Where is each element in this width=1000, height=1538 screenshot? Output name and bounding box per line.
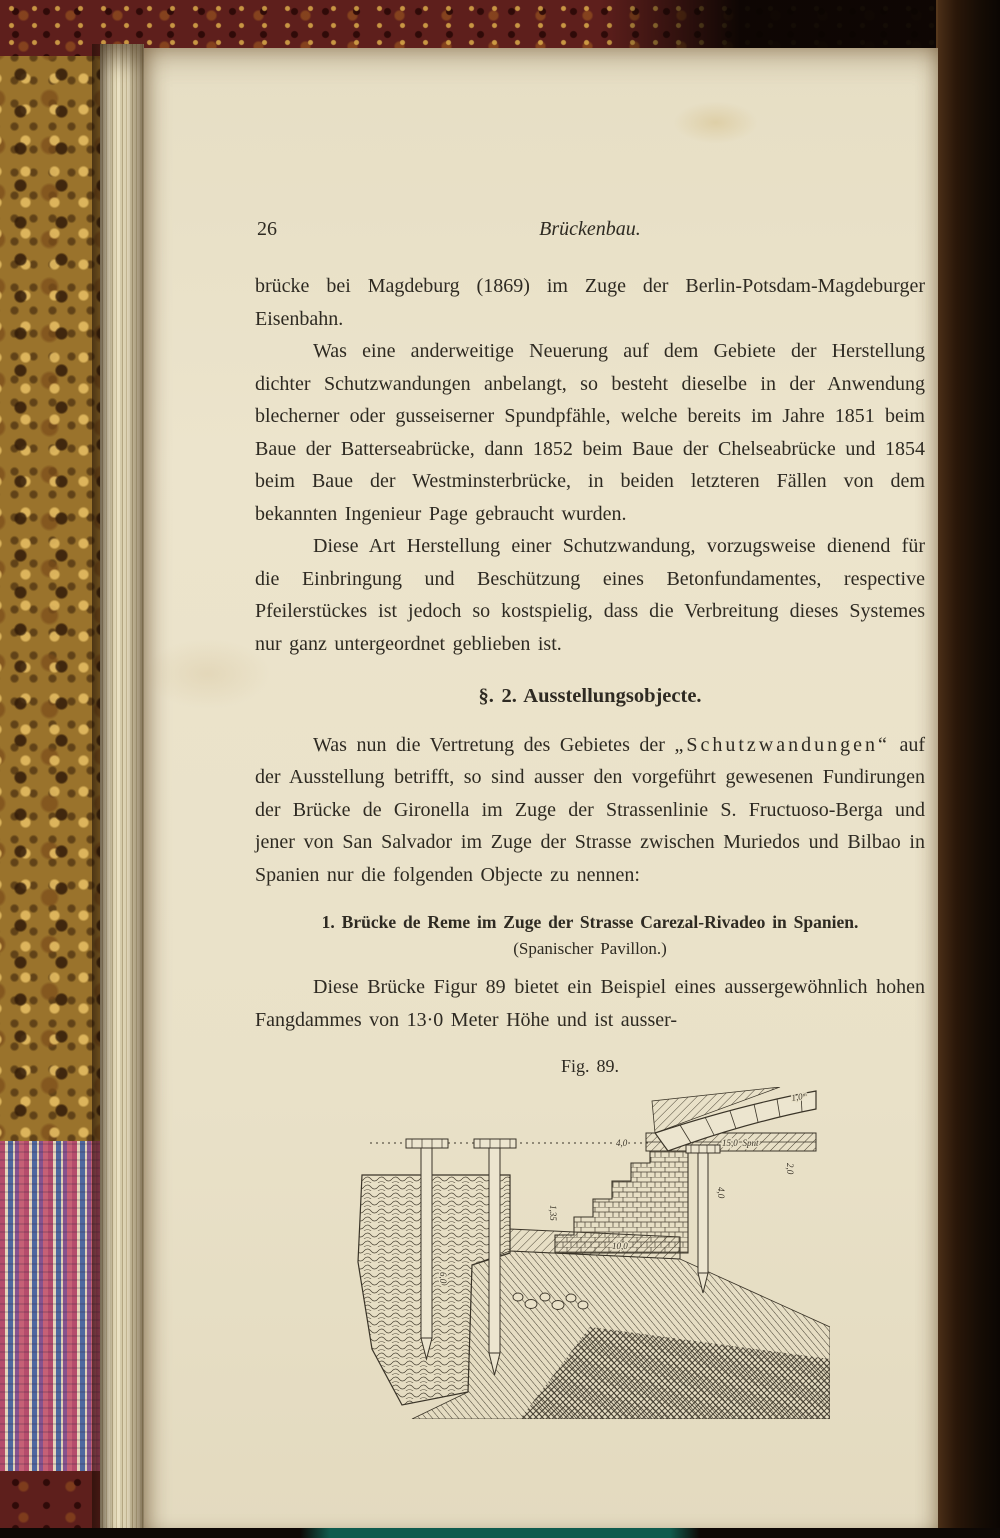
figure-label: 6,0 bbox=[438, 1271, 448, 1283]
figure-label: 2,0 bbox=[785, 1162, 795, 1174]
item-heading: 1. Brücke de Reme im Zuge der Strasse Carezal-Rivadeo in Spanien. bbox=[321, 912, 859, 932]
stepped-masonry bbox=[555, 1151, 688, 1253]
running-title: Brückenbau. bbox=[539, 218, 641, 240]
figure-label: 10,0 bbox=[612, 1240, 628, 1251]
page-number: 26 bbox=[257, 218, 277, 240]
section-heading: §. 2. Ausstellungsobjecte. bbox=[478, 685, 702, 707]
paragraph-text: auf der Ausstellung betrifft, so sind ausser den vorgeführt gewesenen Fundirungen der Brücke de Gironella im Zuge der Strassenlinie S. Fructuoso-Berga und jener von San Salvador im Zuge der Strasse zwischen Muriedos und Bilbao in Spanien nur die folgenden Objecte zu nennen: bbox=[255, 733, 925, 886]
book-right-cover bbox=[936, 0, 1000, 1538]
paragraph: Diese Brücke Figur 89 bietet ein Beispiel eines aussergewöhnlich hohen Fangdammes von 13·0 Meter Höhe und ist ausser- bbox=[255, 976, 925, 1031]
book-bottom-edge bbox=[0, 1528, 1000, 1538]
paragraph-text: Was nun die Vertretung des Gebietes der bbox=[313, 733, 675, 756]
figure-label: 15,0 Spnt bbox=[722, 1137, 759, 1148]
paragraph-continuation: brücke bei Magdeburg (1869) im Zuge der Berlin-Potsdam-Magdeburger Eisenbahn. bbox=[255, 275, 925, 330]
book-page bbox=[144, 48, 938, 1538]
paragraph: Was eine anderweitige Neuerung auf dem Gebiete der Herstellung dichter Schutzwandungen anbelangt, so besteht dieselbe in der Anwendung blecherner oder gusseiserner Spundpfähle, welche bereits im Jahre 1851 beim Baue der Batterseabrücke, dann 1852 beim Baue der Chelseabrücke und 1854 beim Baue der Westminsterbrücke, in beiden letzteren Fällen von dem bekannten Ingenieur Page gebraucht wurden. bbox=[255, 340, 925, 525]
marbled-endpaper-strip bbox=[0, 1141, 100, 1471]
figure-89 bbox=[255, 1050, 925, 1419]
paragraph bbox=[255, 729, 925, 892]
gutter-shadow bbox=[92, 44, 114, 1538]
running-head bbox=[255, 213, 925, 246]
riverbed-layers bbox=[412, 1251, 830, 1419]
page-content bbox=[255, 213, 925, 1419]
figure-label: 1,0ᵐ bbox=[790, 1090, 808, 1103]
item-subheading: (Spanischer Pavillon.) bbox=[513, 939, 667, 958]
cofferdam-engraving bbox=[350, 1087, 830, 1419]
paragraph: Diese Art Herstellung einer Schutzwandung, vorzugsweise dienend für die Einbringung und Beschützung eines Betonfundamentes, respective Pfeilerstückes ist jedoch so kostspielig, dass die Verbreitung dieses Systemes nur ganz untergeordnet geblieben ist. bbox=[255, 535, 925, 655]
emphasized-term: „Schutzwandungen“ bbox=[674, 733, 890, 756]
marbled-cover-strip bbox=[0, 56, 100, 1141]
figure-label: 1,35 bbox=[548, 1204, 558, 1221]
figure-label: 4,0 bbox=[616, 1137, 628, 1148]
figure-caption: Fig. 89. bbox=[560, 1056, 619, 1076]
figure-label: 4,0 bbox=[716, 1186, 726, 1198]
